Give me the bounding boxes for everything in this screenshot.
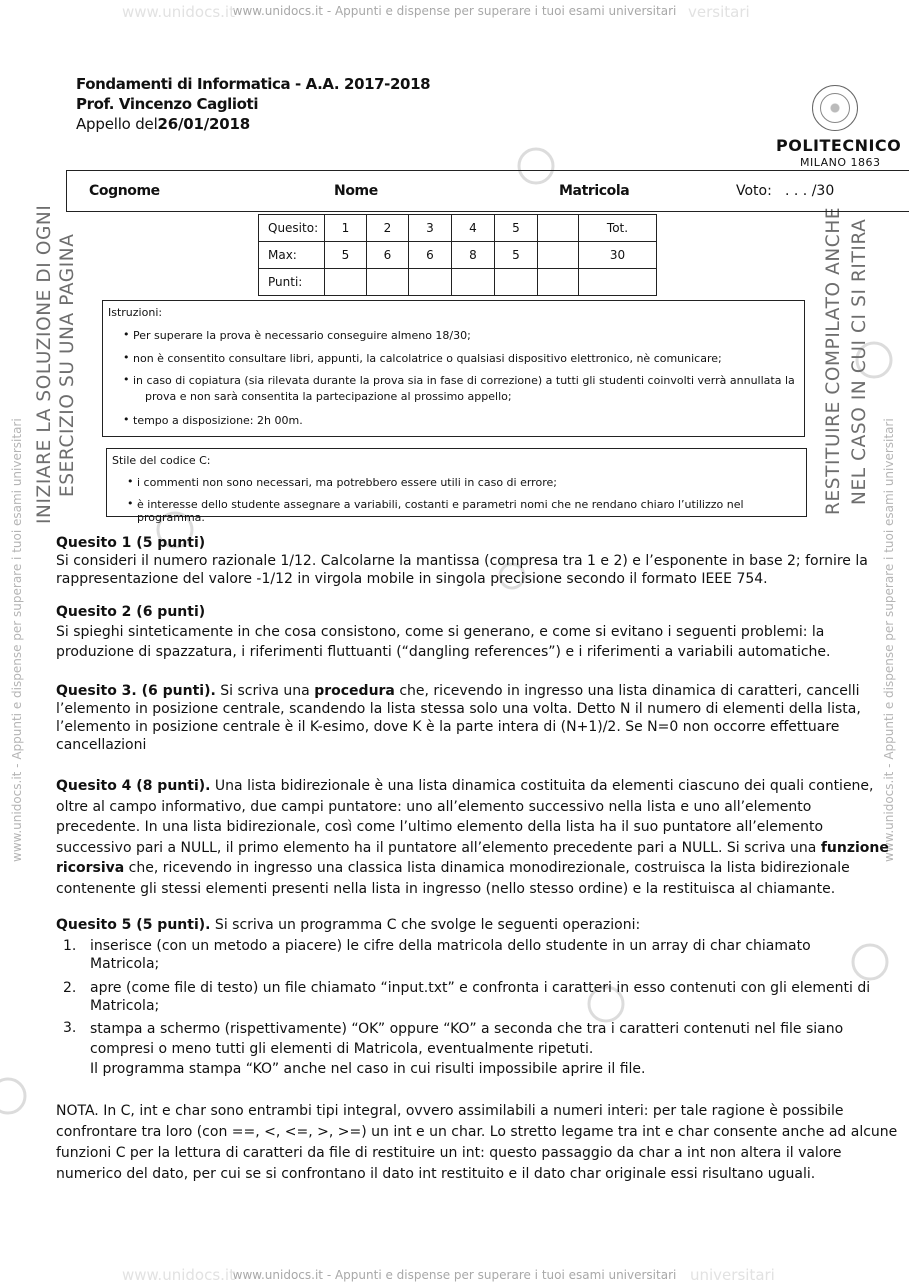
watermark-right-side: www.unidocs.it - Appunti e dispense per superare i tuoi esami universitari <box>882 418 896 862</box>
istruzioni-box <box>102 300 805 437</box>
quesito-1-line: rappresentazione del valore -1/12 in virgola mobile in singola precisione secondo il formato IEEE 754. <box>56 571 768 587</box>
quesito-5-item <box>90 979 870 1015</box>
table-row <box>259 269 657 296</box>
quesito-5-item-number: 1. <box>63 938 77 954</box>
unidocs-logo-icon <box>853 945 887 979</box>
quesito-2-title: Quesito 2 (6 punti) <box>56 604 206 620</box>
istruzioni-title: Istruzioni: <box>108 306 163 319</box>
quesito-2-line: produzione di spazzatura, i riferimenti fluttuanti (“dangling references”) e i riferimenti a variabili automatiche. <box>56 644 831 660</box>
table-cell: 2 <box>367 215 409 242</box>
table-cell: 8 <box>452 242 495 269</box>
appello-label: Appello del <box>76 115 158 133</box>
points-cell[interactable] <box>495 269 538 296</box>
table-cell: Punti: <box>259 269 325 296</box>
quesito-5-item-number: 3. <box>63 1020 77 1036</box>
quesito-4-keyword: ricorsiva <box>56 860 125 876</box>
nota-line: funzioni C per la lettura di caratteri da file di restituire un int: questo passaggio da char a int non altera il valore <box>56 1145 842 1161</box>
appello-date: 26/01/2018 <box>157 115 250 133</box>
matricola-field[interactable]: Matricola <box>559 183 630 199</box>
points-cell[interactable] <box>452 269 495 296</box>
table-cell: 4 <box>452 215 495 242</box>
quesito-3-title: Quesito 3. (6 punti). <box>56 683 216 699</box>
quesito-3-keyword: procedura <box>314 683 395 699</box>
quesito-5-title: Quesito 5 (5 punti). <box>56 917 211 933</box>
nota-line: confrontare tra loro (con ==, <, <=, >, >=) un int e un char. Lo stretto legame tra int e char consente anche ad alcune <box>56 1124 898 1140</box>
watermark-bottom-faint-right: universitari <box>690 1266 775 1284</box>
quesito-2-line: Si spieghi sinteticamente in che cosa consistono, come si generano, e come si evitano i seguenti problemi: la <box>56 624 825 640</box>
istruzioni-item: • Per superare la prova è necessario conseguire almeno 18/30; <box>133 329 471 342</box>
quesito-3-line: l’elemento in posizione centrale è il K-esimo, dove K è la parte intera di (N+1)/2. Se N=0 non occorre effettuare <box>56 719 840 735</box>
quesito-2 <box>56 602 831 662</box>
side-note-right-1: RESTITUIRE COMPILATO ANCHE <box>823 206 844 515</box>
quesito-4-line: contenente gli stessi elementi presenti nella lista in ingresso (nello stesso ordine) e la restituisca al chiamante. <box>56 880 836 897</box>
stile-title: Stile del codice C: <box>112 454 211 467</box>
quesito-4-text: successivo pari a NULL, il primo elemento ha il puntatore all’elemento precedente pari a NULL. Si scriva una <box>56 839 821 856</box>
quesito-1-line: Si consideri il numero razionale 1/12. Calcolarne la mantissa (compresa tra 1 e 2) e l’esponente in base 2; fornire la <box>56 553 868 569</box>
istruzioni-item: • in caso di copiatura (sia rilevata durante la prova sia in fase di correzione) a tutti gli studenti coinvolti verrà annullata la <box>133 374 795 387</box>
quesito-4-text: Una lista bidirezionale è una lista dinamica costituita da elementi ciascuno dei quali contiene, <box>210 778 874 794</box>
table-cell: Max: <box>259 242 325 269</box>
voto-value[interactable]: . . . /30 <box>785 183 835 199</box>
watermark-top: www.unidocs.it - Appunti e dispense per superare i tuoi esami universitari <box>232 4 677 18</box>
professor-name: Prof. Vincenzo Caglioti <box>76 95 259 113</box>
quesito-5-item-line: compresi o meno tutti gli elementi di Matricola, eventualmente ripetuti. <box>90 1041 594 1057</box>
nota <box>56 1101 897 1185</box>
side-note-left-1: INIZIARE LA SOLUZIONE DI OGNI <box>34 204 55 524</box>
watermark-top-faint-left: www.unidocs.it <box>122 3 235 21</box>
points-cell[interactable] <box>409 269 452 296</box>
score-table <box>258 214 657 296</box>
politecnico-seal-icon <box>812 85 858 131</box>
stile-item: • i commenti non sono necessari, ma potrebbero essere utili in caso di errore; <box>137 476 557 489</box>
quesito-5-intro: Si scriva un programma C che svolge le seguenti operazioni: <box>210 917 641 933</box>
istruzioni-item: • non è consentito consultare libri, appunti, la calcolatrice o qualsiasi dispositivo elettronico, nè comunicare; <box>133 352 722 365</box>
table-row <box>259 215 657 242</box>
points-cell[interactable] <box>367 269 409 296</box>
quesito-5 <box>56 916 640 934</box>
quesito-4-text: che, ricevendo in ingresso una classica lista dinamica monodirezionale, costruisca la lista bidirezionale <box>124 860 850 876</box>
table-cell: 3 <box>409 215 452 242</box>
stile-item: • è interesse dello studente assegnare a variabili, costanti e parametri nomi che ne rendano chiaro l’utilizzo nel programma. <box>137 498 806 524</box>
points-cell[interactable] <box>325 269 367 296</box>
table-cell: Tot. <box>579 215 657 242</box>
quesito-1 <box>56 534 868 588</box>
nota-line: NOTA. In C, int e char sono entrambi tipi integral, ovvero assimilabili a numeri interi: per tale ragione è possibile <box>56 1103 844 1119</box>
table-cell: 5 <box>325 242 367 269</box>
quesito-3 <box>56 682 861 754</box>
quesito-5-item-line: Il programma stampa “KO” anche nel caso in cui risulti impossibile aprire il file. <box>90 1061 646 1077</box>
table-cell: 1 <box>325 215 367 242</box>
quesito-4-line: oltre al campo informativo, due campi puntatore: uno all’elemento successivo nella lista e uno all’elemento <box>56 798 812 815</box>
side-note-right-2: NEL CASO IN CUI CI SI RITIRA <box>849 218 870 505</box>
watermark-left-side: www.unidocs.it - Appunti e dispense per superare i tuoi esami universitari <box>10 418 24 862</box>
quesito-5-item-number: 2. <box>63 980 77 996</box>
points-cell[interactable] <box>538 269 579 296</box>
unidocs-logo-icon <box>0 1079 25 1113</box>
table-cell: 5 <box>495 242 538 269</box>
side-note-left-2: ESERCIZIO SU UNA PAGINA <box>57 233 78 497</box>
istruzioni-item: • tempo a disposizione: 2h 00m. <box>133 414 303 427</box>
quesito-5-item-line: Matricola; <box>90 998 160 1014</box>
nome-field[interactable]: Nome <box>334 183 378 199</box>
student-info-box <box>66 170 909 212</box>
quesito-5-item <box>90 1019 843 1079</box>
quesito-3-text: che, ricevendo in ingresso una lista dinamica di caratteri, cancelli <box>394 683 860 699</box>
quesito-3-line: l’elemento in posizione centrale, scandendo la lista stessa solo una volta. Detto N il numero di elementi della lista, <box>56 701 861 717</box>
quesito-3-line: cancellazioni <box>56 737 147 753</box>
watermark-bottom: www.unidocs.it - Appunti e dispense per superare i tuoi esami universitari <box>232 1268 677 1282</box>
table-cell: 6 <box>409 242 452 269</box>
exam-header <box>76 74 430 134</box>
quesito-5-item-line: stampa a schermo (rispettivamente) “OK” oppure “KO” a seconda che tra i caratteri contenuti nel file siano <box>90 1021 844 1037</box>
cognome-field[interactable]: Cognome <box>89 183 160 199</box>
table-row <box>259 242 657 269</box>
voto-label: Voto: <box>736 183 772 199</box>
table-cell: 5 <box>495 215 538 242</box>
table-cell: 30 <box>579 242 657 269</box>
quesito-1-title: Quesito 1 (5 punti) <box>56 535 206 551</box>
quesito-5-item-line: Matricola; <box>90 956 160 972</box>
quesito-5-item-line: apre (come file di testo) un file chiamato “input.txt” e confronta i caratteri in esso contenuti con gli elementi di <box>90 980 871 996</box>
nota-line: numerico del dato, per cui se si confrontano il dato int restituito e il dato char originale essi risultano uguali. <box>56 1166 816 1182</box>
table-cell <box>538 242 579 269</box>
quesito-5-item-line: inserisce (con un metodo a piacere) le cifre della matricola dello studente in un array di char chiamato <box>90 938 811 954</box>
politecnico-name: POLITECNICO <box>776 136 902 155</box>
table-cell: 6 <box>367 242 409 269</box>
stile-box <box>106 448 807 524</box>
course-title: Fondamenti di Informatica - A.A. 2017-2018 <box>76 75 431 93</box>
quesito-4 <box>56 776 889 899</box>
quesito-5-item <box>90 937 811 973</box>
istruzioni-item-continuation: prova e non sarà consentita la partecipazione al prossimo appello; <box>145 390 512 403</box>
quesito-3-text: Si scriva una <box>215 683 315 699</box>
appello-line <box>76 114 430 134</box>
politecnico-sub: MILANO 1863 <box>800 156 881 169</box>
watermark-bottom-faint-left: www.unidocs.it <box>122 1266 235 1284</box>
points-cell[interactable] <box>579 269 657 296</box>
quesito-4-title: Quesito 4 (8 punti). <box>56 778 211 794</box>
quesito-4-line: precedente. In una lista bidirezionale, così come l’ultimo elemento della lista ha il suo puntatore all’elemento <box>56 819 824 835</box>
table-cell <box>538 215 579 242</box>
watermark-top-faint-right: versitari <box>688 3 750 21</box>
table-cell: Quesito: <box>259 215 325 242</box>
quesito-4-keyword: funzione <box>820 839 889 856</box>
